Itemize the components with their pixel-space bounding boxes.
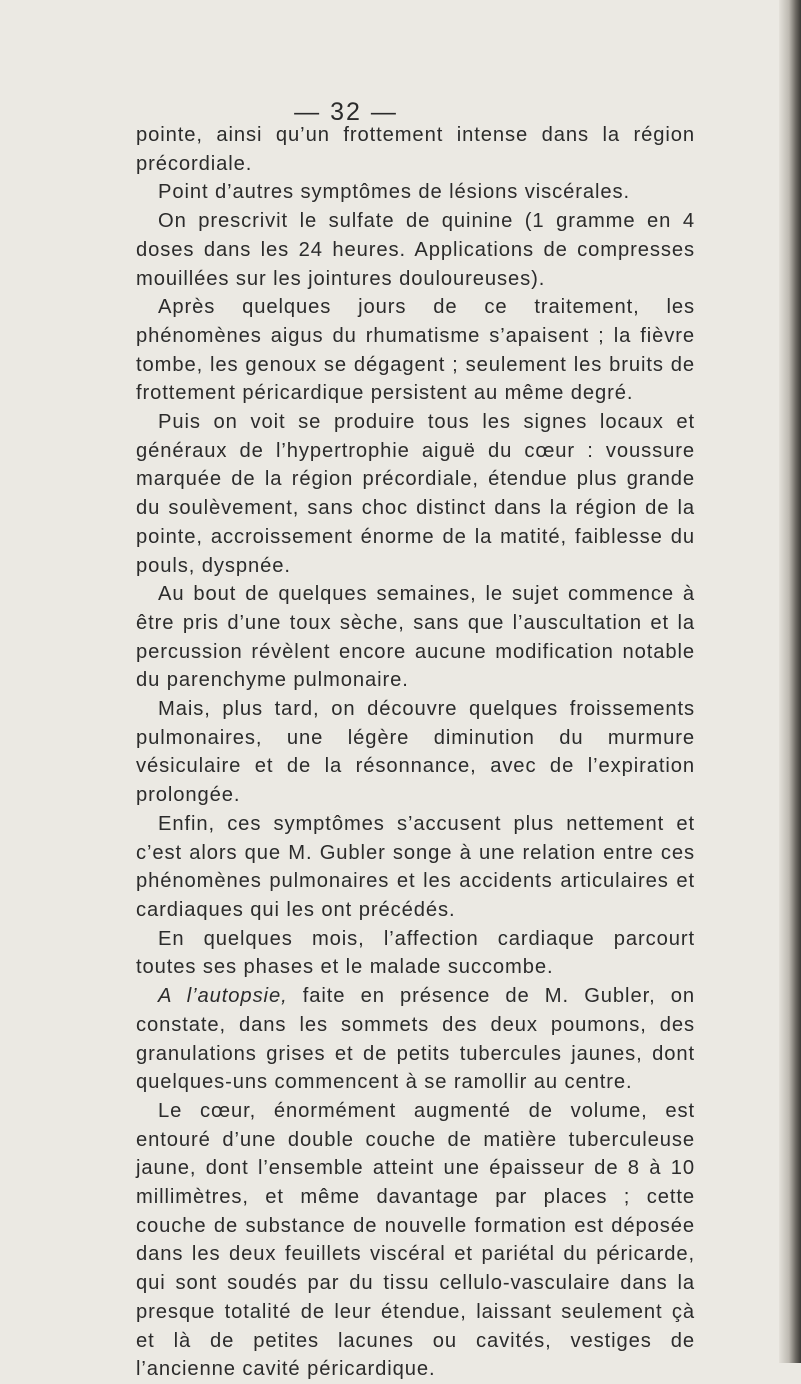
paragraph: En quelques mois, l’affection cardiaque parcourt toutes ses phases et le malade succombe. <box>136 927 695 979</box>
paragraph: On prescrivit le sulfate de quinine (1 gramme en 4 doses dans les 24 heures. Applications de compresses mouillées sur les jointures douloureuses). <box>136 210 695 290</box>
paragraph: Le cœur, énormément augmenté de volume, est entouré d’une double couche de matière tuberculeuse jaune, dont l’ensemble atteint une épaisseur de 8 à 10 millimètres, et même davantage par places ; cette couche de substance de nouvelle formation est déposée dans les deux feuillets viscéral et pariétal du péricarde, qui sont soudés par du tissu cellulo-vasculaire dans la presque totalité de leur étendue, laissant seulement çà et là de petites lacunes ou cavités, vestiges de l’ancienne cavité péricardique. <box>136 1099 695 1381</box>
page-edge-shadow <box>779 0 801 1363</box>
paragraph: Après quelques jours de ce traitement, les phénomènes aigus du rhumatisme s’apaisent ; la fièvre tombe, les genoux se dégagent ; seulement les bruits de frottement péricardique persistent au même degré. <box>136 296 695 405</box>
paragraph: Puis on voit se produire tous les signes locaux et généraux de l’hypertrophie aiguë du cœur : voussure marquée de la région précordiale, étendue plus grande du soulèvement, sans choc distinct dans la région de la pointe, accroissement énorme de la matité, faiblesse du pouls, dyspnée. <box>136 411 695 577</box>
paragraph: Mais, plus tard, on découvre quelques froissements pulmonaires, une légère diminution du murmure vésiculaire et de la résonnance, avec de l’expiration prolongée. <box>136 698 695 807</box>
autopsy-paragraph <box>136 982 695 1097</box>
page-number: — 32 — <box>294 98 398 126</box>
autopsy-text: faite en présence de M. Gubler, on constate, dans les sommets des deux poumons, des granulations grises et de petits tubercules jaunes, dont quelques-uns commencent à se ramollir au centre. <box>136 985 696 1094</box>
paragraph: pointe, ainsi qu’un frottement intense dans la région précordiale. <box>136 124 695 175</box>
body-text <box>136 121 695 1384</box>
autopsy-label: A l’autopsie, <box>158 985 288 1008</box>
paragraph: Point d’autres symptômes de lésions viscérales. <box>158 181 631 204</box>
paragraph: Au bout de quelques semaines, le sujet commence à être pris d’une toux sèche, sans que l’auscultation et la percussion révèlent encore aucune modification notable du parenchyme pulmonaire. <box>136 583 695 692</box>
paragraph: Enfin, ces symptômes s’accusent plus nettement et c’est alors que M. Gubler songe à une relation entre ces phénomènes pulmonaires et les accidents articulaires et cardiaques qui les ont précédés. <box>136 812 695 921</box>
